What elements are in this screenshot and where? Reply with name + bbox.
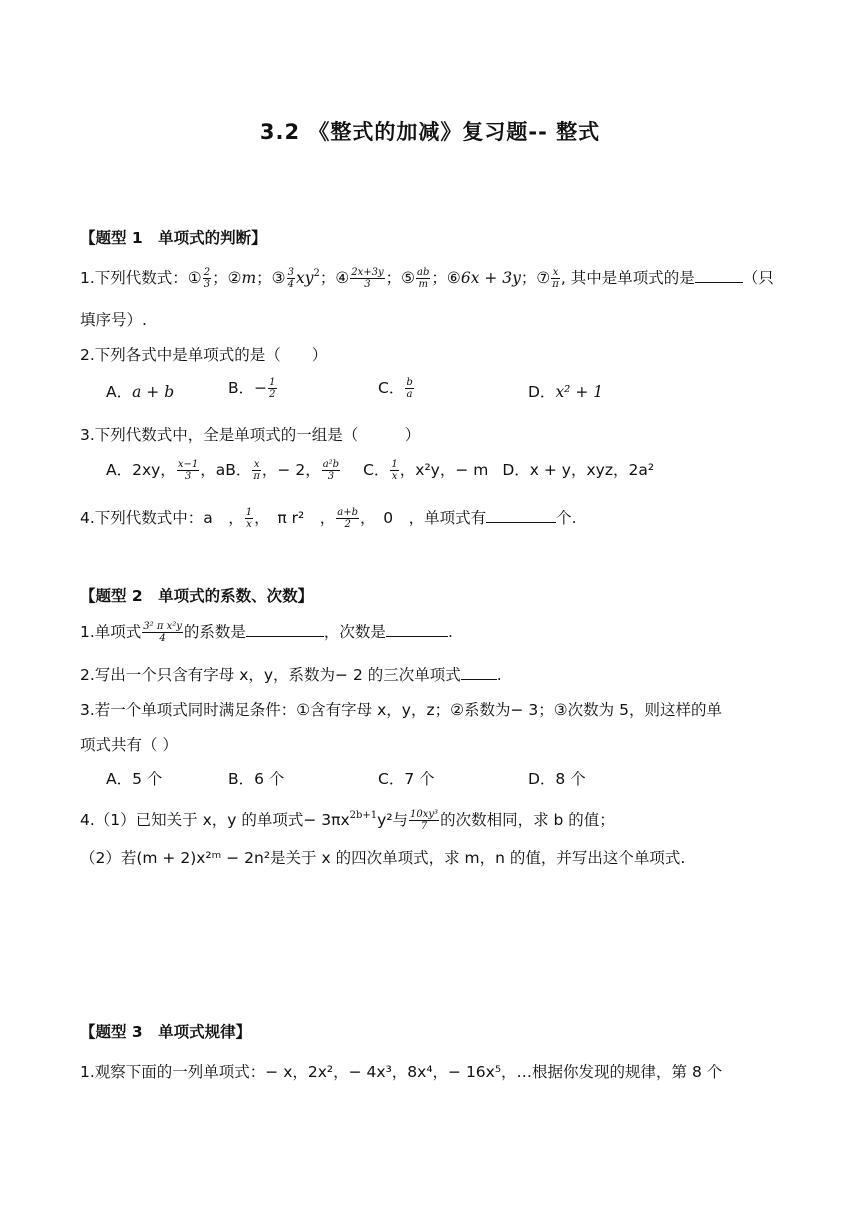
question-1-4: 4.下列代数式中：a ， $\frac{1}{x}$ ， π r² ， $\frac{a+b}{2}$ ， 0 ，单项式有 个. [80,507,577,530]
question-2-2: 2.写出一个只含有字母 x，y，系数为− 2 的三次单项式 . [80,666,502,684]
fraction: $\frac{\text{a²b}}{3}$ [322,459,340,482]
answer-blank[interactable] [386,622,448,637]
option-b: B．− $\frac{1}{2}$ [228,377,276,400]
page-title: 3.2 《整式的加减》复习题-- 整式 [259,120,601,144]
question-2-1: 1.单项式 $\frac{\text{3² π x²y}}{4}$ 的系数是 ，次数是 . [80,621,453,644]
section-heading-3: 【题型 3 单项式规律】 [80,1023,252,1041]
question-1-3-options: A．2xy， $\frac{x-1}{3}$ ，aB． $\frac{x}{\pi}$ ，− 2， $\frac{\text{a²b}}{3}$ C． $\frac{1}{x}$ ，x²y，− m D．x + y，xyz，2a² [106,459,655,482]
fraction: $\frac{\text{10xy³}}{7}$ [410,809,439,832]
answer-blank[interactable] [486,508,556,523]
option-d: D．8 个 [528,770,586,788]
fraction: $\frac{1}{2}$ [269,377,276,400]
answer-blank[interactable] [695,268,743,283]
fraction: $\frac{1}{x}$ [245,507,253,530]
answer-blank[interactable] [246,622,324,637]
answer-blank[interactable] [461,665,497,680]
question-2-4-part1: 4.（1）已知关于 x，y 的单项式− $3\pi x^{2b+1}y^2$与 $\frac{\text{10xy³}}{7}$ 的次数相同，求 b 的值； [80,809,615,832]
fraction: $\frac{x-1}{3}$ [177,459,199,482]
section-heading-2: 【题型 2 单项式的系数、次数】 [80,587,314,605]
fraction: $\frac{x}{\pi}$ [552,267,559,290]
option-b: B．6 个 [228,770,285,788]
section-heading-1: 【题型 1 单项式的判断】 [80,229,267,247]
question-1-1-line2: 填序号）. [80,311,147,329]
question-2-4-part2: （2）若(m + 2)x²ᵐ − 2n²是关于 x 的四次单项式，求 m，n 的值，并写出这个单项式. [80,849,686,867]
fraction: $\frac{2x+3y}{3}$ [351,267,384,290]
question-2-3-line2: 项式共有（ ） [80,736,178,754]
fraction: $\frac{\text{3² π x²y}}{4}$ [143,621,182,644]
fraction: $\frac{a+b}{2}$ [337,507,359,530]
option-d: D．x² + 1 [528,383,604,401]
option-c: C．7 个 [378,770,435,788]
option-a: A．5 个 [106,770,163,788]
option-c: C． $\frac{b}{a}$ [378,377,413,400]
fraction: $\frac{2}{3}$ [203,267,211,290]
fraction: $\frac{3}{4}$ [287,267,294,290]
question-3-1: 1.观察下面的一列单项式：− x，2x²，− 4x³，8x⁴，− 16x⁵，…根据你发现的规律，第 8 个 [80,1063,723,1081]
fraction: $\frac{x}{\pi}$ [253,459,260,482]
question-1-1: 1.下列代数式：① $\frac{2}{3}$ ；②m；③ $\frac{3}{4}$ $xy^2$；④ $\frac{2x+3y}{3}$ ；⑤ $\frac{ab}{m}$ ；⑥6x + 3y；⑦ $\frac{x}{\pi}$ , 其中是单项式的是 （只 [80,267,774,290]
q1-prefix: 1.下列代数式：① [80,269,202,287]
fraction: $\frac{1}{x}$ [391,459,398,482]
fraction: $\frac{b}{a}$ [406,377,413,400]
fraction: $\frac{ab}{m}$ [417,267,430,290]
option-a: A．a + b [106,383,175,401]
question-1-3: 3.下列代数式中，全是单项式的一组是（ ） [80,426,421,444]
question-1-2: 2.下列各式中是单项式的是（ ） [80,346,328,364]
question-2-3: 3.若一个单项式同时满足条件：①含有字母 x，y，z；②系数为− 3；③次数为 5，则这样的单 [80,701,722,719]
